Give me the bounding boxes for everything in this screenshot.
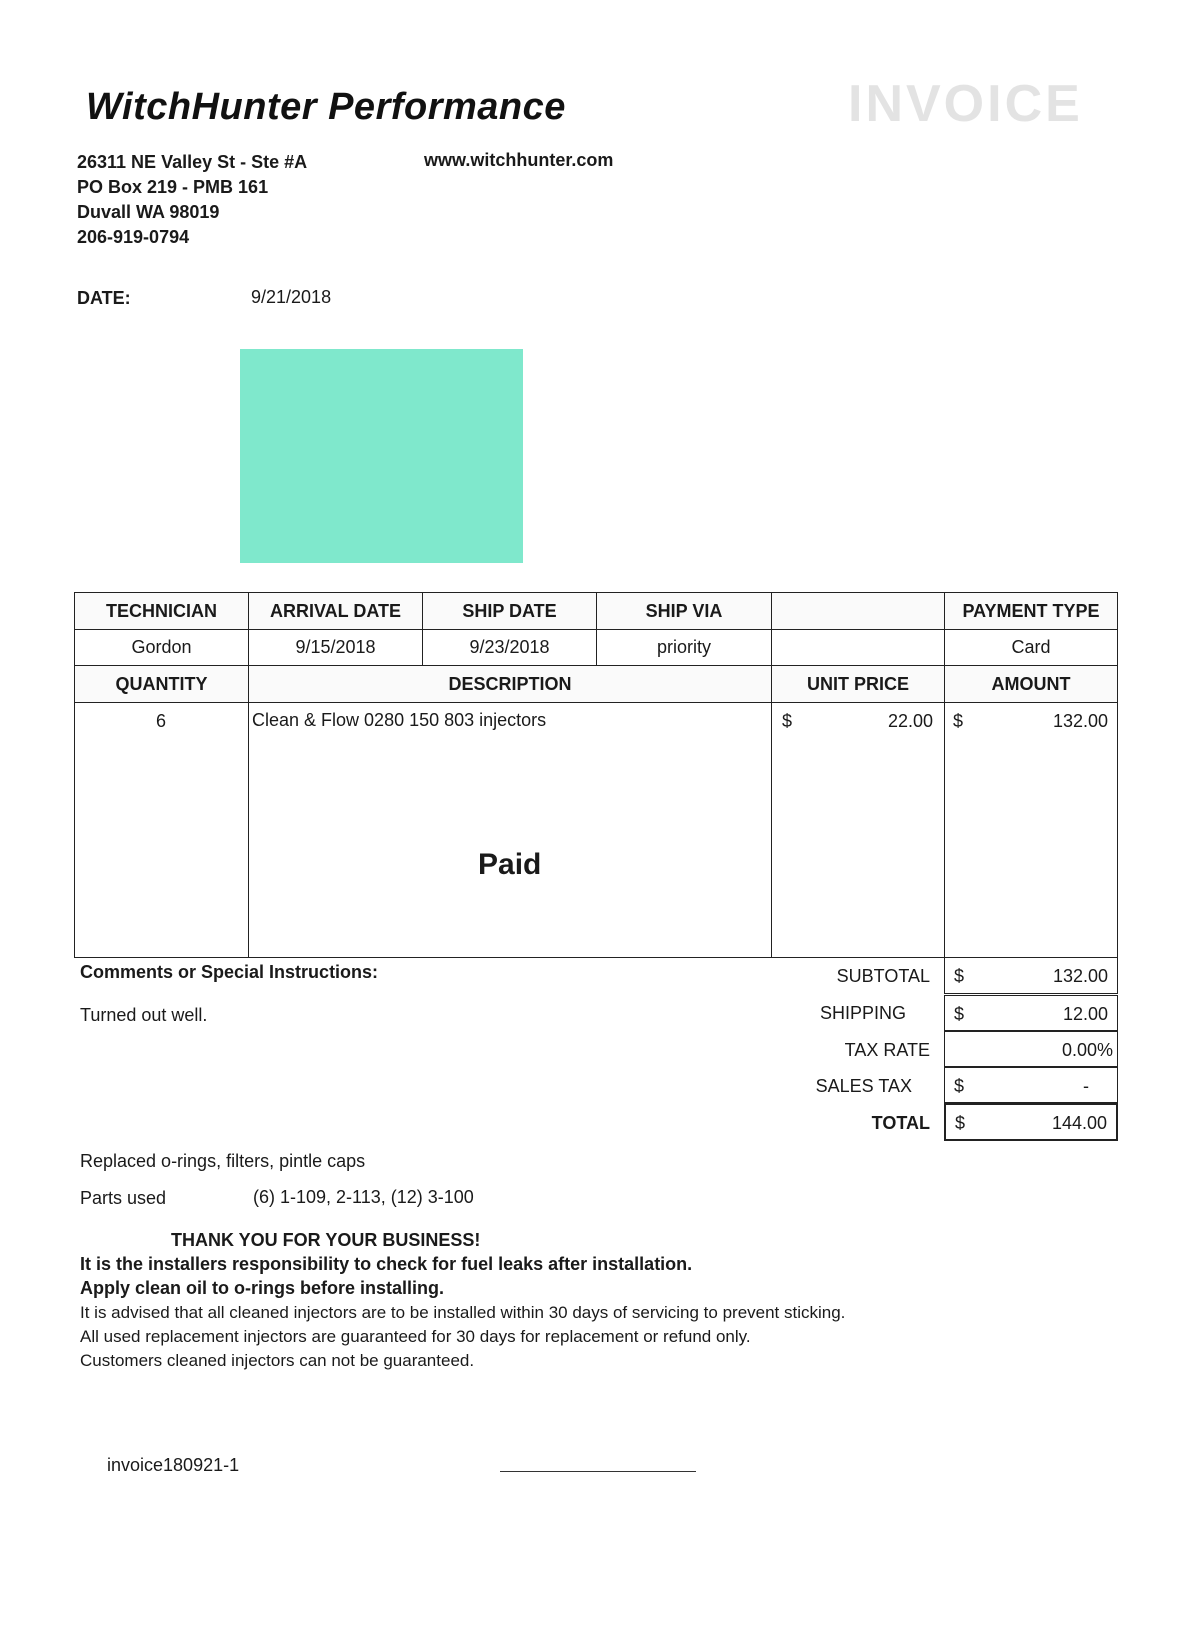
item-unit-currency: $	[782, 711, 793, 731]
total-box	[944, 1103, 1118, 1141]
quantity-column	[74, 702, 249, 958]
payment-type-value: Card	[944, 629, 1118, 666]
date-value: 9/21/2018	[251, 287, 332, 307]
guarantee-line: All used replacement injectors are guaranteed for 30 days for replacement or refund only.	[80, 1327, 751, 1346]
shipping-currency: $	[954, 1004, 965, 1024]
description-header: DESCRIPTION	[248, 665, 772, 703]
phone-number: 206-919-0794	[77, 227, 190, 247]
quantity-header: QUANTITY	[74, 665, 249, 703]
total-value: 144.00	[1051, 1113, 1107, 1133]
address-line: 26311 NE Valley St - Ste #A	[77, 152, 308, 172]
sales-tax-value: -	[1083, 1076, 1089, 1096]
thank-you-text: THANK YOU FOR YOUR BUSINESS!	[171, 1230, 481, 1250]
tax-rate-value: 0.00%	[1061, 1040, 1113, 1060]
advisory-line: It is advised that all cleaned injectors are to be installed within 30 days of servicing to prevent sticking.	[80, 1303, 846, 1322]
arrival-date-header: ARRIVAL DATE	[248, 592, 423, 630]
subtotal-label: SUBTOTAL	[836, 966, 930, 986]
replaced-note: Replaced o-rings, filters, pintle caps	[80, 1151, 366, 1171]
address-line: Duvall WA 98019	[77, 202, 220, 222]
subtotal-value: 132.00	[1052, 966, 1108, 986]
total-currency: $	[955, 1113, 966, 1133]
subtotal-box	[944, 958, 1118, 994]
item-unit-price: 22.00	[887, 711, 933, 731]
unit-price-column	[771, 702, 945, 958]
item-amount: 132.00	[1052, 711, 1108, 731]
paid-stamp: Paid	[478, 848, 542, 881]
description-column	[248, 702, 772, 958]
comments-text: Turned out well.	[80, 1005, 208, 1025]
ship-date-header: SHIP DATE	[422, 592, 597, 630]
ship-date-value: 9/23/2018	[422, 629, 597, 666]
item-quantity: 6	[156, 711, 167, 731]
company-address	[77, 150, 307, 250]
parts-used-value: (6) 1-109, 2-113, (12) 3-100	[253, 1187, 474, 1207]
amount-header: AMOUNT	[944, 665, 1118, 703]
ship-via-header: SHIP VIA	[596, 592, 772, 630]
tax-rate-box	[944, 1031, 1118, 1067]
blank-header	[771, 592, 945, 630]
blank-value	[771, 629, 945, 666]
shipping-label: SHIPPING	[819, 1003, 906, 1023]
company-name: WitchHunter Performance	[86, 86, 566, 128]
technician-header: TECHNICIAN	[74, 592, 249, 630]
unit-price-header: UNIT PRICE	[771, 665, 945, 703]
document-title: INVOICE	[848, 75, 1083, 133]
signature-line	[500, 1471, 696, 1472]
date-label: DATE:	[77, 288, 131, 308]
total-label: TOTAL	[871, 1113, 930, 1133]
redaction-block	[240, 349, 523, 563]
ship-via-value: priority	[596, 629, 772, 666]
address-line: PO Box 219 - PMB 161	[77, 177, 269, 197]
shipping-box	[944, 995, 1118, 1031]
comments-label: Comments or Special Instructions:	[80, 962, 379, 982]
subtotal-currency: $	[954, 966, 965, 986]
sales-tax-box	[944, 1067, 1118, 1103]
invoice-id: invoice180921-1	[107, 1455, 240, 1475]
oil-instruction: Apply clean oil to o-rings before installing.	[80, 1278, 445, 1298]
item-amount-currency: $	[953, 711, 964, 731]
item-description: Clean & Flow 0280 150 803 injectors	[252, 710, 547, 730]
disclaimer-line: Customers cleaned injectors can not be guaranteed.	[80, 1351, 475, 1370]
fuel-leak-warning: It is the installers responsibility to check for fuel leaks after installation.	[80, 1254, 693, 1274]
technician-value: Gordon	[74, 629, 249, 666]
amount-column	[944, 702, 1118, 958]
payment-type-header: PAYMENT TYPE	[944, 592, 1118, 630]
tax-rate-label: TAX RATE	[844, 1040, 930, 1060]
parts-used-label: Parts used	[80, 1188, 167, 1208]
shipping-value: 12.00	[1062, 1004, 1108, 1024]
sales-tax-currency: $	[954, 1076, 965, 1096]
website-link[interactable]: www.witchhunter.com	[424, 150, 614, 170]
arrival-date-value: 9/15/2018	[248, 629, 423, 666]
sales-tax-label: SALES TAX	[815, 1076, 912, 1096]
